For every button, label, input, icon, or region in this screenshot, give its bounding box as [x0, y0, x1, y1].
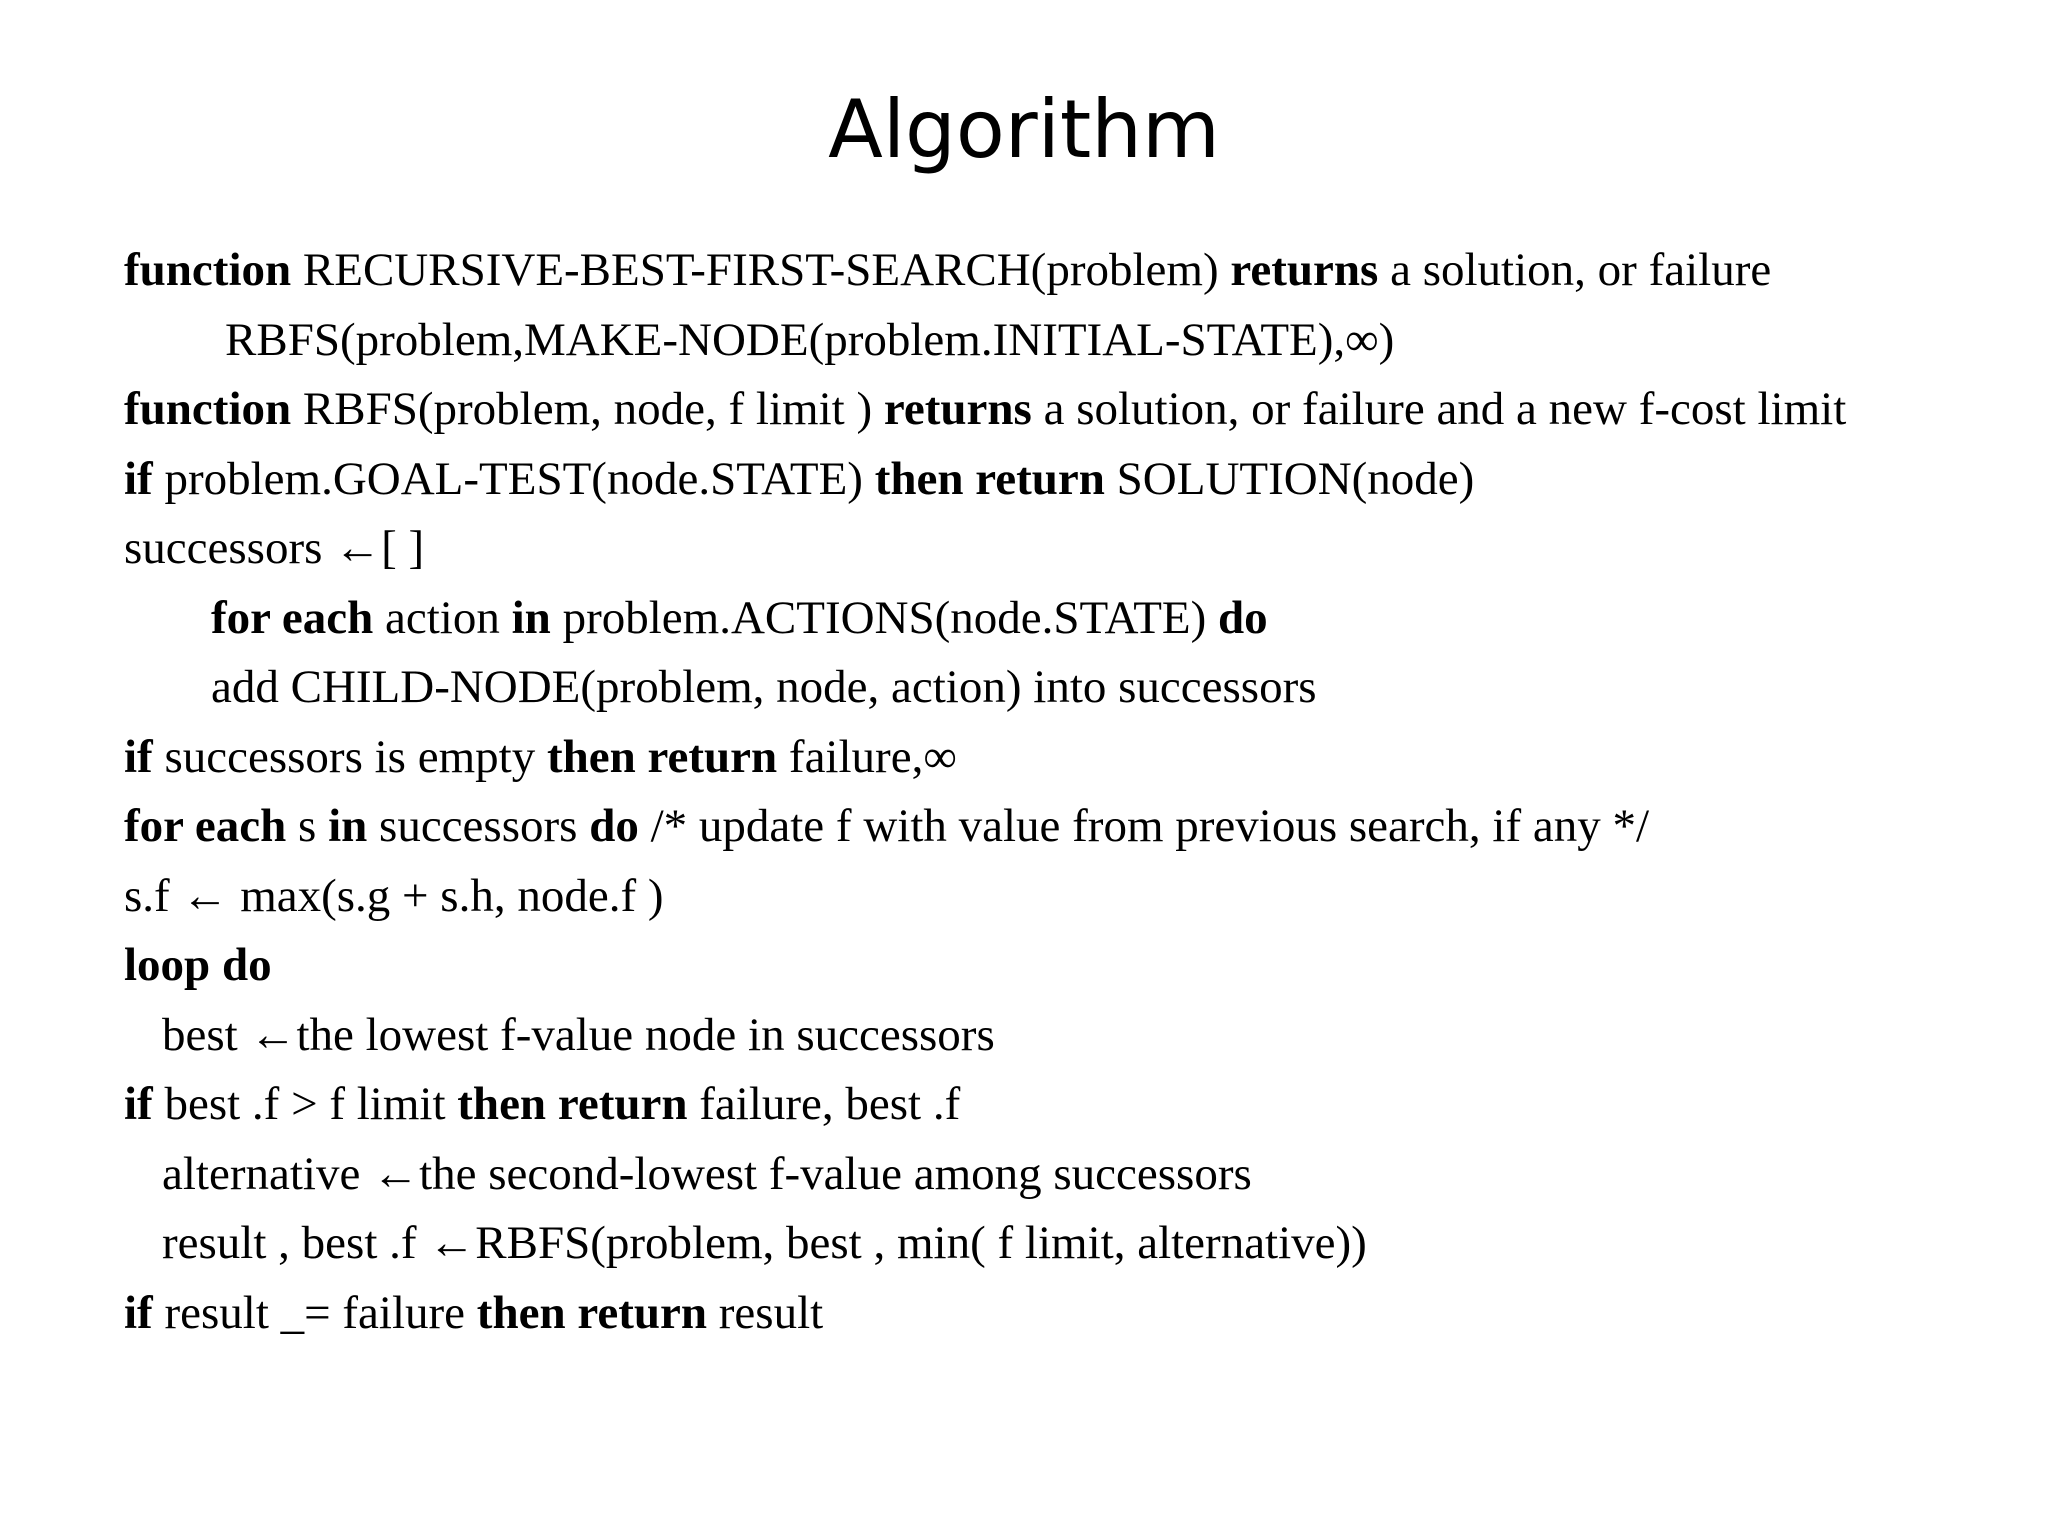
- code-text: result: [707, 1286, 824, 1339]
- code-text: add CHILD-NODE(problem, node, action) into successors: [211, 661, 1317, 713]
- keyword: if: [124, 1078, 153, 1130]
- code-text: s: [286, 800, 329, 852]
- pseudocode-line: [124, 1140, 2024, 1210]
- pseudocode-line: [124, 375, 2024, 445]
- pseudocode-line: [124, 1279, 2024, 1349]
- keyword: then return: [874, 452, 1105, 505]
- code-text: failure,∞: [777, 730, 957, 783]
- pseudocode-line: [124, 862, 2024, 932]
- keyword: then return: [476, 1286, 708, 1339]
- pseudocode-line: [124, 584, 2024, 654]
- keyword: then return: [546, 730, 778, 783]
- code-text: result , best .f ←RBFS(problem, best , min( f limit, alternative)): [162, 1217, 1367, 1269]
- pseudocode-line: [124, 653, 2024, 723]
- keyword: do: [589, 800, 639, 852]
- code-text: SOLUTION(node): [1104, 452, 1475, 505]
- code-text: action: [373, 591, 512, 644]
- keyword: in: [511, 591, 551, 644]
- keyword: function: [124, 244, 292, 296]
- code-text: RBFS(problem, node, f limit ): [291, 383, 884, 435]
- code-text: s.f ← max(s.g + s.h, node.f ): [124, 869, 664, 922]
- code-text: RBFS(problem,MAKE-NODE(problem.INITIAL-STATE),∞): [225, 313, 1395, 366]
- pseudocode-line: [124, 514, 2024, 584]
- pseudocode-line: [124, 236, 2024, 306]
- pseudocode-line: [124, 931, 2024, 1001]
- keyword: then return: [457, 1078, 688, 1130]
- keyword: if: [124, 1286, 153, 1339]
- keyword: do: [1218, 591, 1268, 644]
- code-text: failure, best .f: [687, 1078, 961, 1130]
- code-text: successors ←[ ]: [124, 522, 425, 574]
- code-text: best .f > f limit: [152, 1078, 458, 1130]
- code-text: RECURSIVE-BEST-FIRST-SEARCH(problem): [291, 244, 1231, 296]
- code-text: /* update f with value from previous search, if any */: [638, 800, 1650, 852]
- code-text: best ←the lowest f-value node in successors: [162, 1008, 995, 1061]
- code-text: successors is empty: [152, 730, 547, 783]
- code-text: a solution, or failure and a new f-cost limit: [1031, 383, 1847, 435]
- pseudocode-line: [124, 306, 2024, 376]
- code-text: alternative ←the second-lowest f-value among successors: [162, 1147, 1252, 1200]
- code-text: result _= failure: [152, 1286, 477, 1339]
- keyword: returns: [883, 383, 1032, 435]
- code-text: problem.ACTIONS(node.STATE): [550, 591, 1219, 644]
- keyword: for each: [211, 591, 374, 644]
- keyword: in: [328, 800, 368, 852]
- keyword: loop do: [124, 939, 272, 991]
- code-text: successors: [367, 800, 590, 852]
- keyword: if: [124, 730, 153, 783]
- pseudocode-line: [124, 1070, 2024, 1140]
- keyword: if: [124, 452, 153, 505]
- slide-title: Algorithm: [828, 83, 1220, 176]
- keyword: returns: [1230, 244, 1379, 296]
- code-text: a solution, or failure: [1378, 244, 1772, 296]
- code-text: problem.GOAL-TEST(node.STATE): [152, 452, 875, 505]
- pseudocode-line: [124, 1209, 2024, 1279]
- pseudocode-line: [124, 723, 2024, 793]
- keyword: function: [124, 383, 292, 435]
- pseudocode-block: [124, 236, 2024, 1348]
- keyword: for each: [124, 800, 287, 852]
- pseudocode-line: [124, 1001, 2024, 1071]
- pseudocode-line: [124, 792, 2024, 862]
- pseudocode-line: [124, 445, 2024, 515]
